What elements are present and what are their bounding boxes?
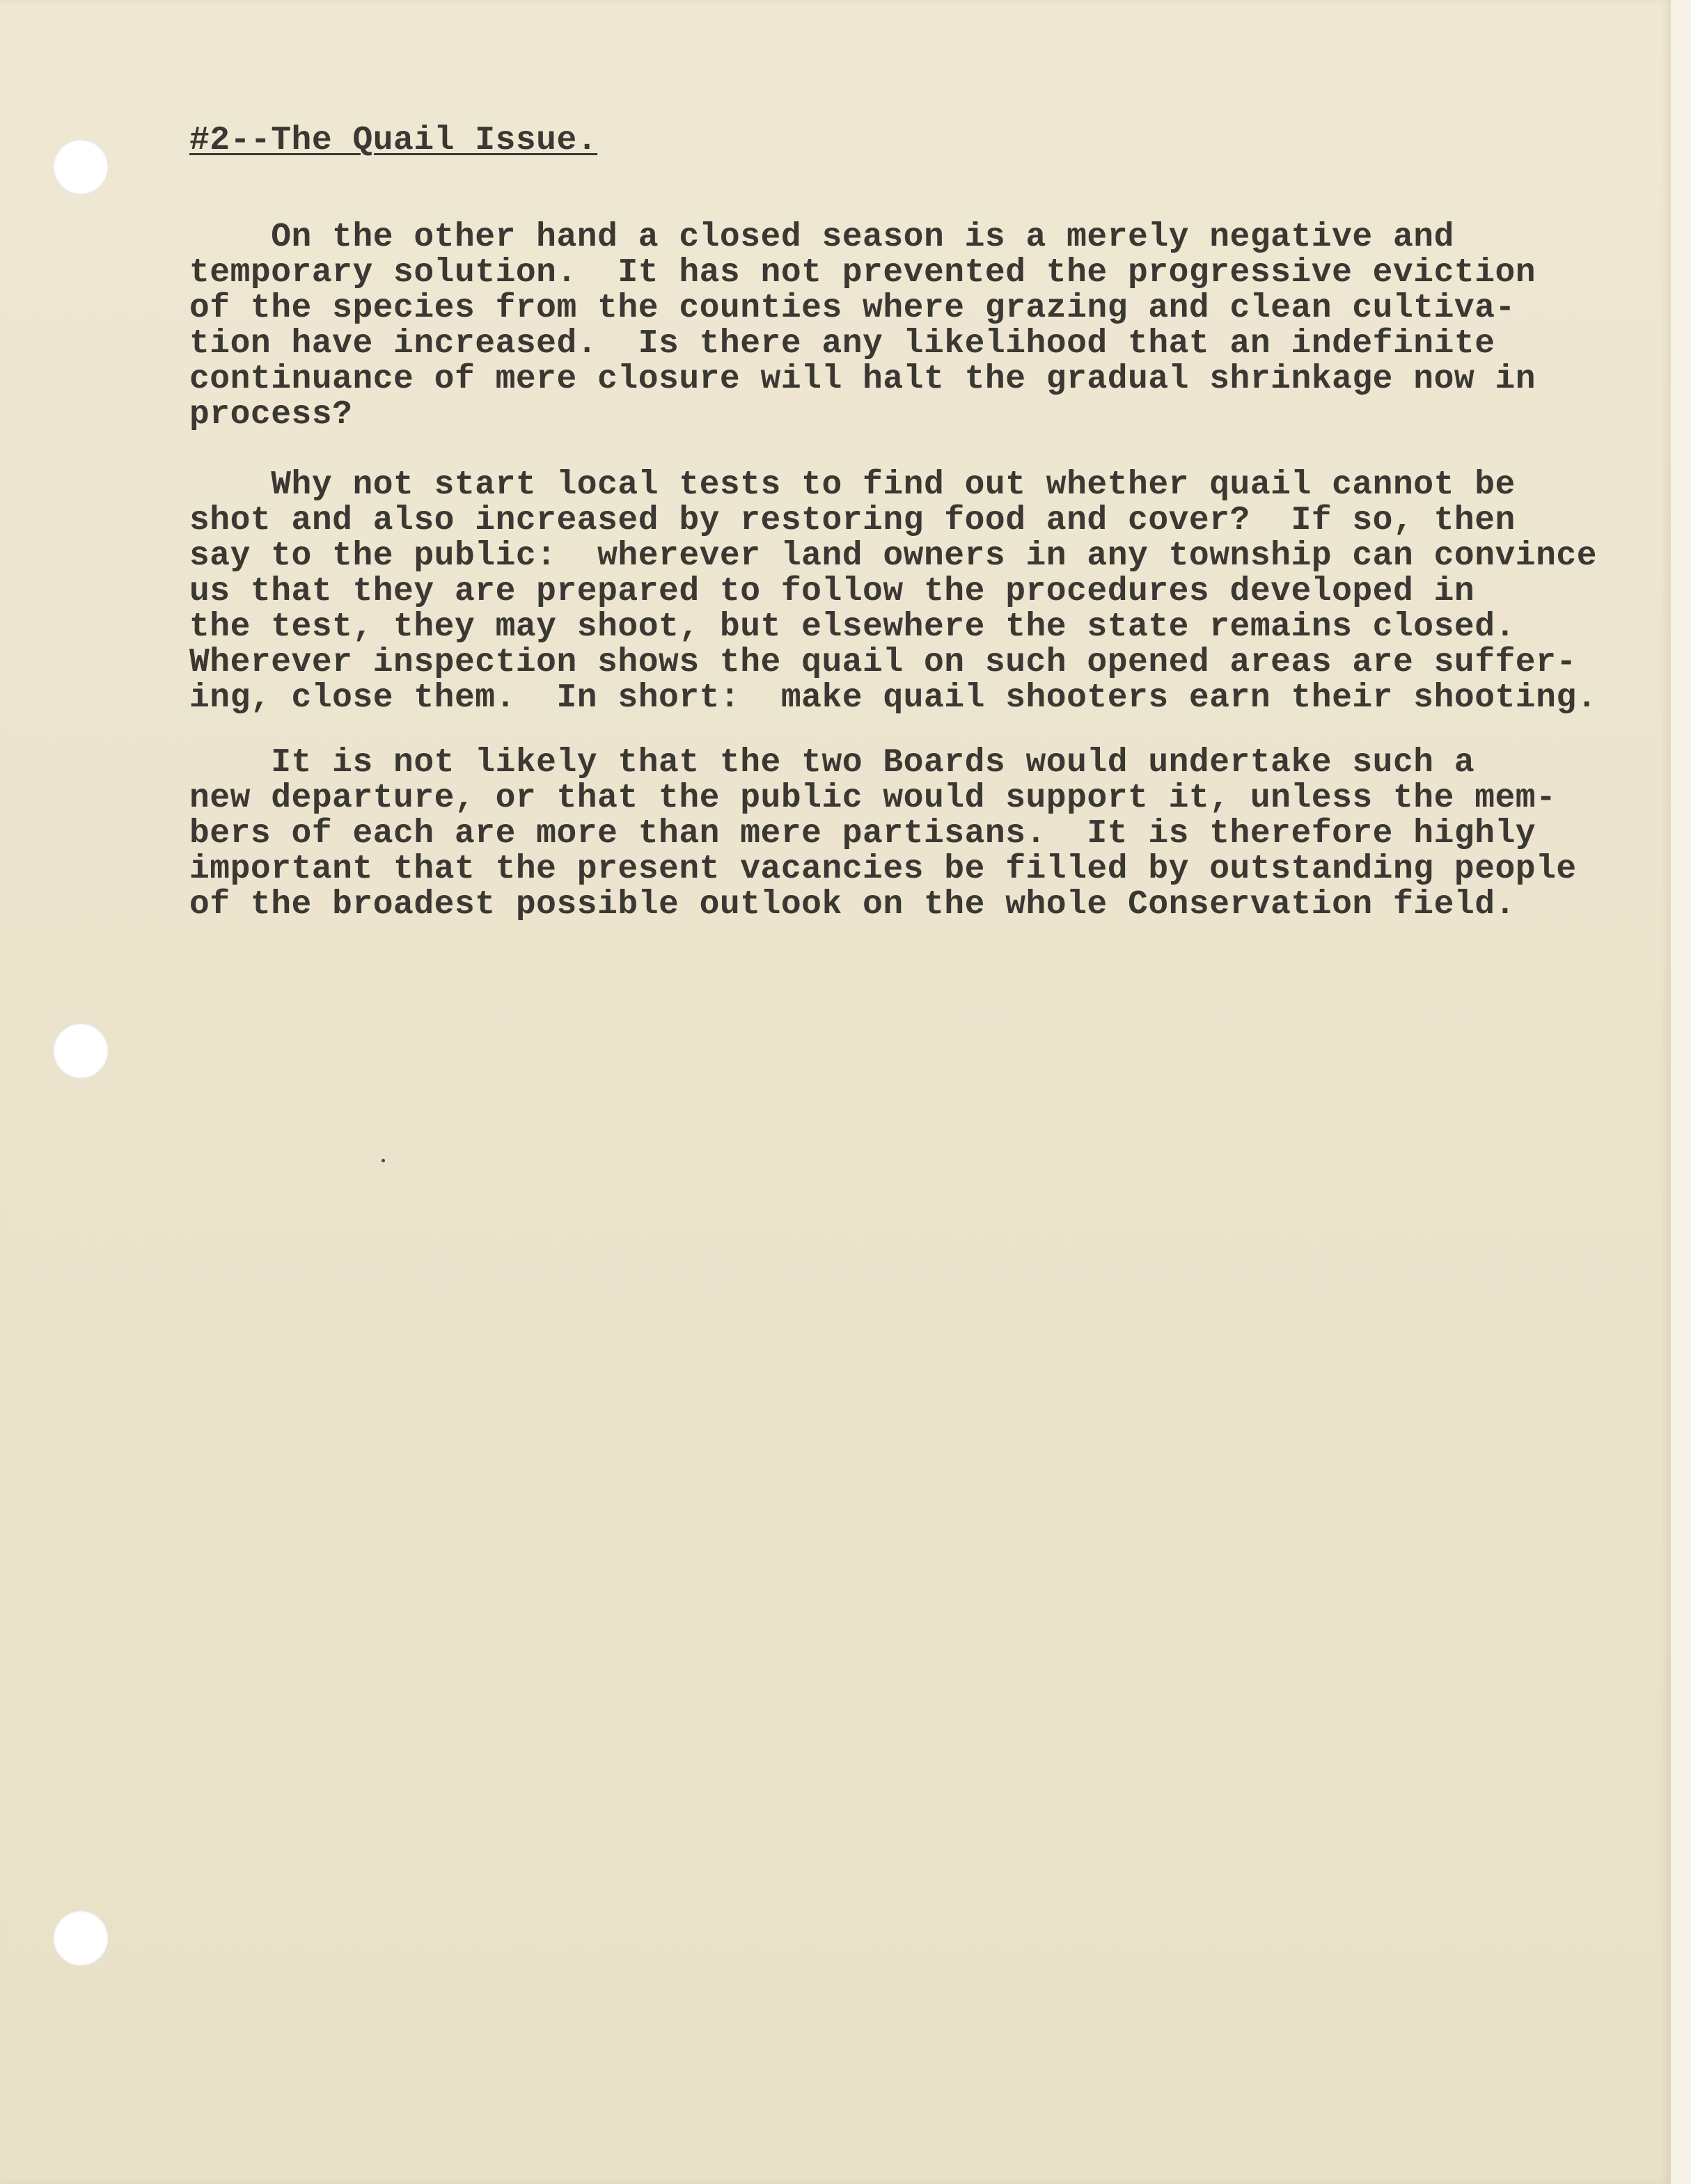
punch-hole-middle bbox=[53, 1023, 109, 1079]
page-edge bbox=[1671, 0, 1691, 2184]
punch-hole-bottom bbox=[53, 1910, 109, 1966]
text-line: continuance of mere closure will halt the gradual shrinkage now in bbox=[189, 361, 1536, 398]
text-line: Why not start local tests to find out whether quail cannot be bbox=[189, 466, 1516, 504]
text-line: say to the public: wherever land owners in any township can convince bbox=[189, 537, 1598, 575]
text-line: bers of each are more than mere partisans. It is therefore highly bbox=[189, 815, 1536, 853]
text-line: On the other hand a closed season is a merely negative and bbox=[189, 219, 1454, 256]
paragraph-2 bbox=[189, 468, 1651, 716]
text-line: new departure, or that the public would support it, unless the mem- bbox=[189, 780, 1557, 817]
text-line: tion have increased. Is there any likelihood that an indefinite bbox=[189, 325, 1495, 363]
text-line: temporary solution. It has not prevented the progressive eviction bbox=[189, 254, 1536, 292]
text-line: of the species from the counties where grazing and clean cultiva- bbox=[189, 290, 1516, 327]
paragraph-1 bbox=[189, 220, 1651, 433]
text-line: us that they are prepared to follow the procedures developed in bbox=[189, 573, 1475, 610]
ink-speck bbox=[382, 1159, 385, 1162]
punch-hole-top bbox=[53, 139, 109, 195]
text-line: process? bbox=[189, 396, 353, 434]
text-line: Wherever inspection shows the quail on such opened areas are suffer- bbox=[189, 644, 1577, 681]
text-line: ing, close them. In short: make quail shooters earn their shooting. bbox=[189, 679, 1598, 717]
text-line: important that the present vacancies be filled by outstanding people bbox=[189, 850, 1577, 888]
text-line: shot and also increased by restoring food and cover? If so, then bbox=[189, 502, 1516, 539]
text-line: It is not likely that the two Boards would undertake such a bbox=[189, 744, 1475, 782]
paragraph-3 bbox=[189, 745, 1651, 923]
document-heading: #2--The Quail Issue. bbox=[189, 122, 598, 159]
text-line: of the broadest possible outlook on the whole Conservation field. bbox=[189, 886, 1516, 924]
text-line: the test, they may shoot, but elsewhere the state remains closed. bbox=[189, 608, 1516, 646]
